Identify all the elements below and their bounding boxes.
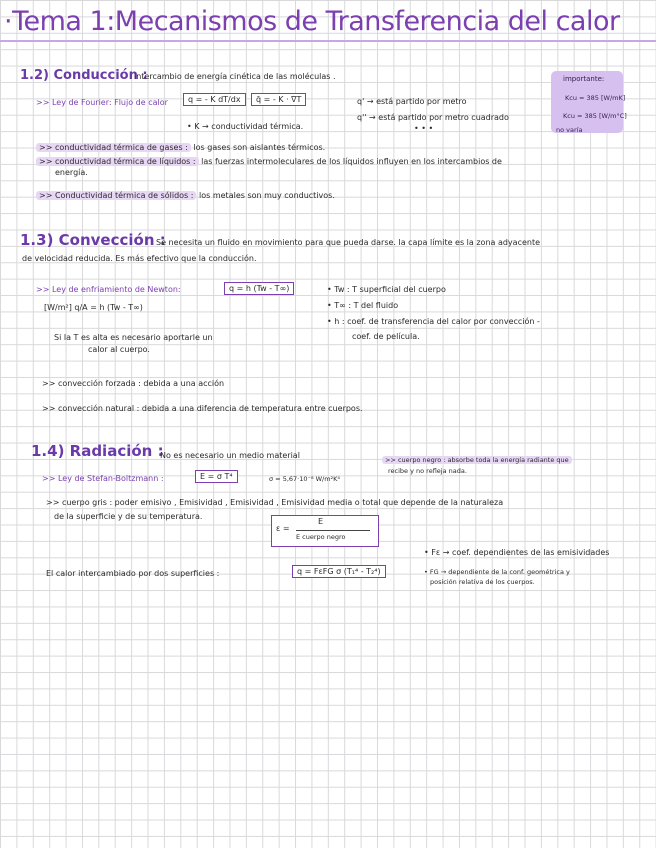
intercambio-equation: q = FεFG σ (T₁⁴ - T₂⁴) [292,565,386,578]
h-note: • h : coef. de transferencia del calor por convección - [327,317,540,326]
emisividad-lhs: ε = [276,524,290,533]
radiacion-heading: 1.4) Radiación : [31,442,164,460]
liquidos-text-2: energía. [55,168,88,177]
newton-equation: q = h (Tw - T∞) [224,282,294,295]
conveccion-natural: >> convección natural : debida a una diferencia de temperatura entre cuerpos. [42,404,363,413]
importante-title: importante: [563,75,605,83]
fg-note-1: • FG → dependiente de la conf. geométrica y [424,568,570,576]
stefan-equation: E = σ T⁴ [195,470,238,483]
fe-note: • Fε → coef. dependientes de las emisividades [424,548,610,557]
conduccion-description: intercambio de energía cinética de las moléculas . [134,72,336,81]
h-note-2: coef. de película. [352,332,420,341]
fourier-label: >> Ley de Fourier: Flujo de calor [36,98,168,107]
conveccion-description-1: Se necesita un fluido en movimiento para que pueda darse. la capa límite es la zona adyacente [156,238,541,247]
page-title: ·Tema 1:Mecanismos de Transferencia del calor [4,6,620,37]
fraction-line [296,530,370,531]
tw-note: • Tw : T superficial del cuerpo [327,285,446,294]
dots: • • • [414,124,434,133]
cuerpo-gris-line-2: de la superficie y de su temperatura. [54,512,203,521]
q2-note: q'' → está partido por metro cuadrado [357,113,509,122]
q1-note: q' → está partido por metro [357,97,467,106]
conduccion-heading: 1.2) Conducción : [20,68,148,83]
gases-text: los gases son aislantes térmicos. [193,143,326,152]
aporte-line-2: calor al cuerpo. [88,345,150,354]
radiacion-description: No es necesario un medio material [160,451,300,460]
fourier-equation-1: q = - K dT/dx [183,93,246,106]
fg-note-2: posición relativa de los cuerpos. [430,578,535,586]
liquidos-text: las fuerzas intermoleculares de los líquidos influyen en los intercambios de [201,157,502,166]
sigma-constant: σ = 5,67·10⁻⁸ W/m²K⁴ [269,475,341,483]
newton-equation-area: q/A = h (Tw - T∞) [74,303,143,312]
emisividad-denominator: E cuerpo negro [296,533,346,541]
emisividad-numerator: E [318,517,324,526]
fourier-equation-2: q̄ = - K · ∇T [251,93,306,106]
k-note: • K → conductividad térmica. [187,122,304,131]
gases-label: >> conductividad térmica de gases : [36,143,191,152]
conveccion-description-2: de velocidad reducida. Es más efectivo que la conducción. [22,254,257,263]
conveccion-heading: 1.3) Convección : [20,231,166,249]
stefan-label: >> Ley de Stefan-Boltzmann : [42,474,164,483]
solidos-label: >> Conductividad térmica de sólidos : [36,191,196,200]
importante-line-3: no varía [556,126,583,134]
aporte-line-1: Si la T es alta es necesario aportarle un [54,333,213,342]
importante-line-1: Kcu = 385 [W/mK] [565,94,626,102]
conveccion-forzada: >> convección forzada : debida a una acción [42,379,225,388]
calor-intercambiado-label: El calor intercambiado por dos superficies : [46,569,220,578]
liquidos-label: >> conductividad térmica de líquidos : [36,157,199,166]
cuerpo-negro-note-1: >> cuerpo negro : absorbe toda la energía radiante que [382,456,572,464]
solidos-text: los metales son muy conductivos. [199,191,335,200]
importante-line-2: Kcu = 385 [W/m°C] [563,112,627,120]
tinf-note: • T∞ : T del fluido [327,301,399,310]
newton-units: [W/m²] [44,303,72,312]
cuerpo-gris-line-1: >> cuerpo gris : poder emisivo , Emisividad , Emisividad , Emisividad media o total que depende de la naturaleza [46,498,504,507]
newton-label: >> Ley de enfriamiento de Newton: [36,285,181,294]
title-underline [0,40,656,42]
cuerpo-negro-note-2: recibe y no refleja nada. [388,467,467,475]
